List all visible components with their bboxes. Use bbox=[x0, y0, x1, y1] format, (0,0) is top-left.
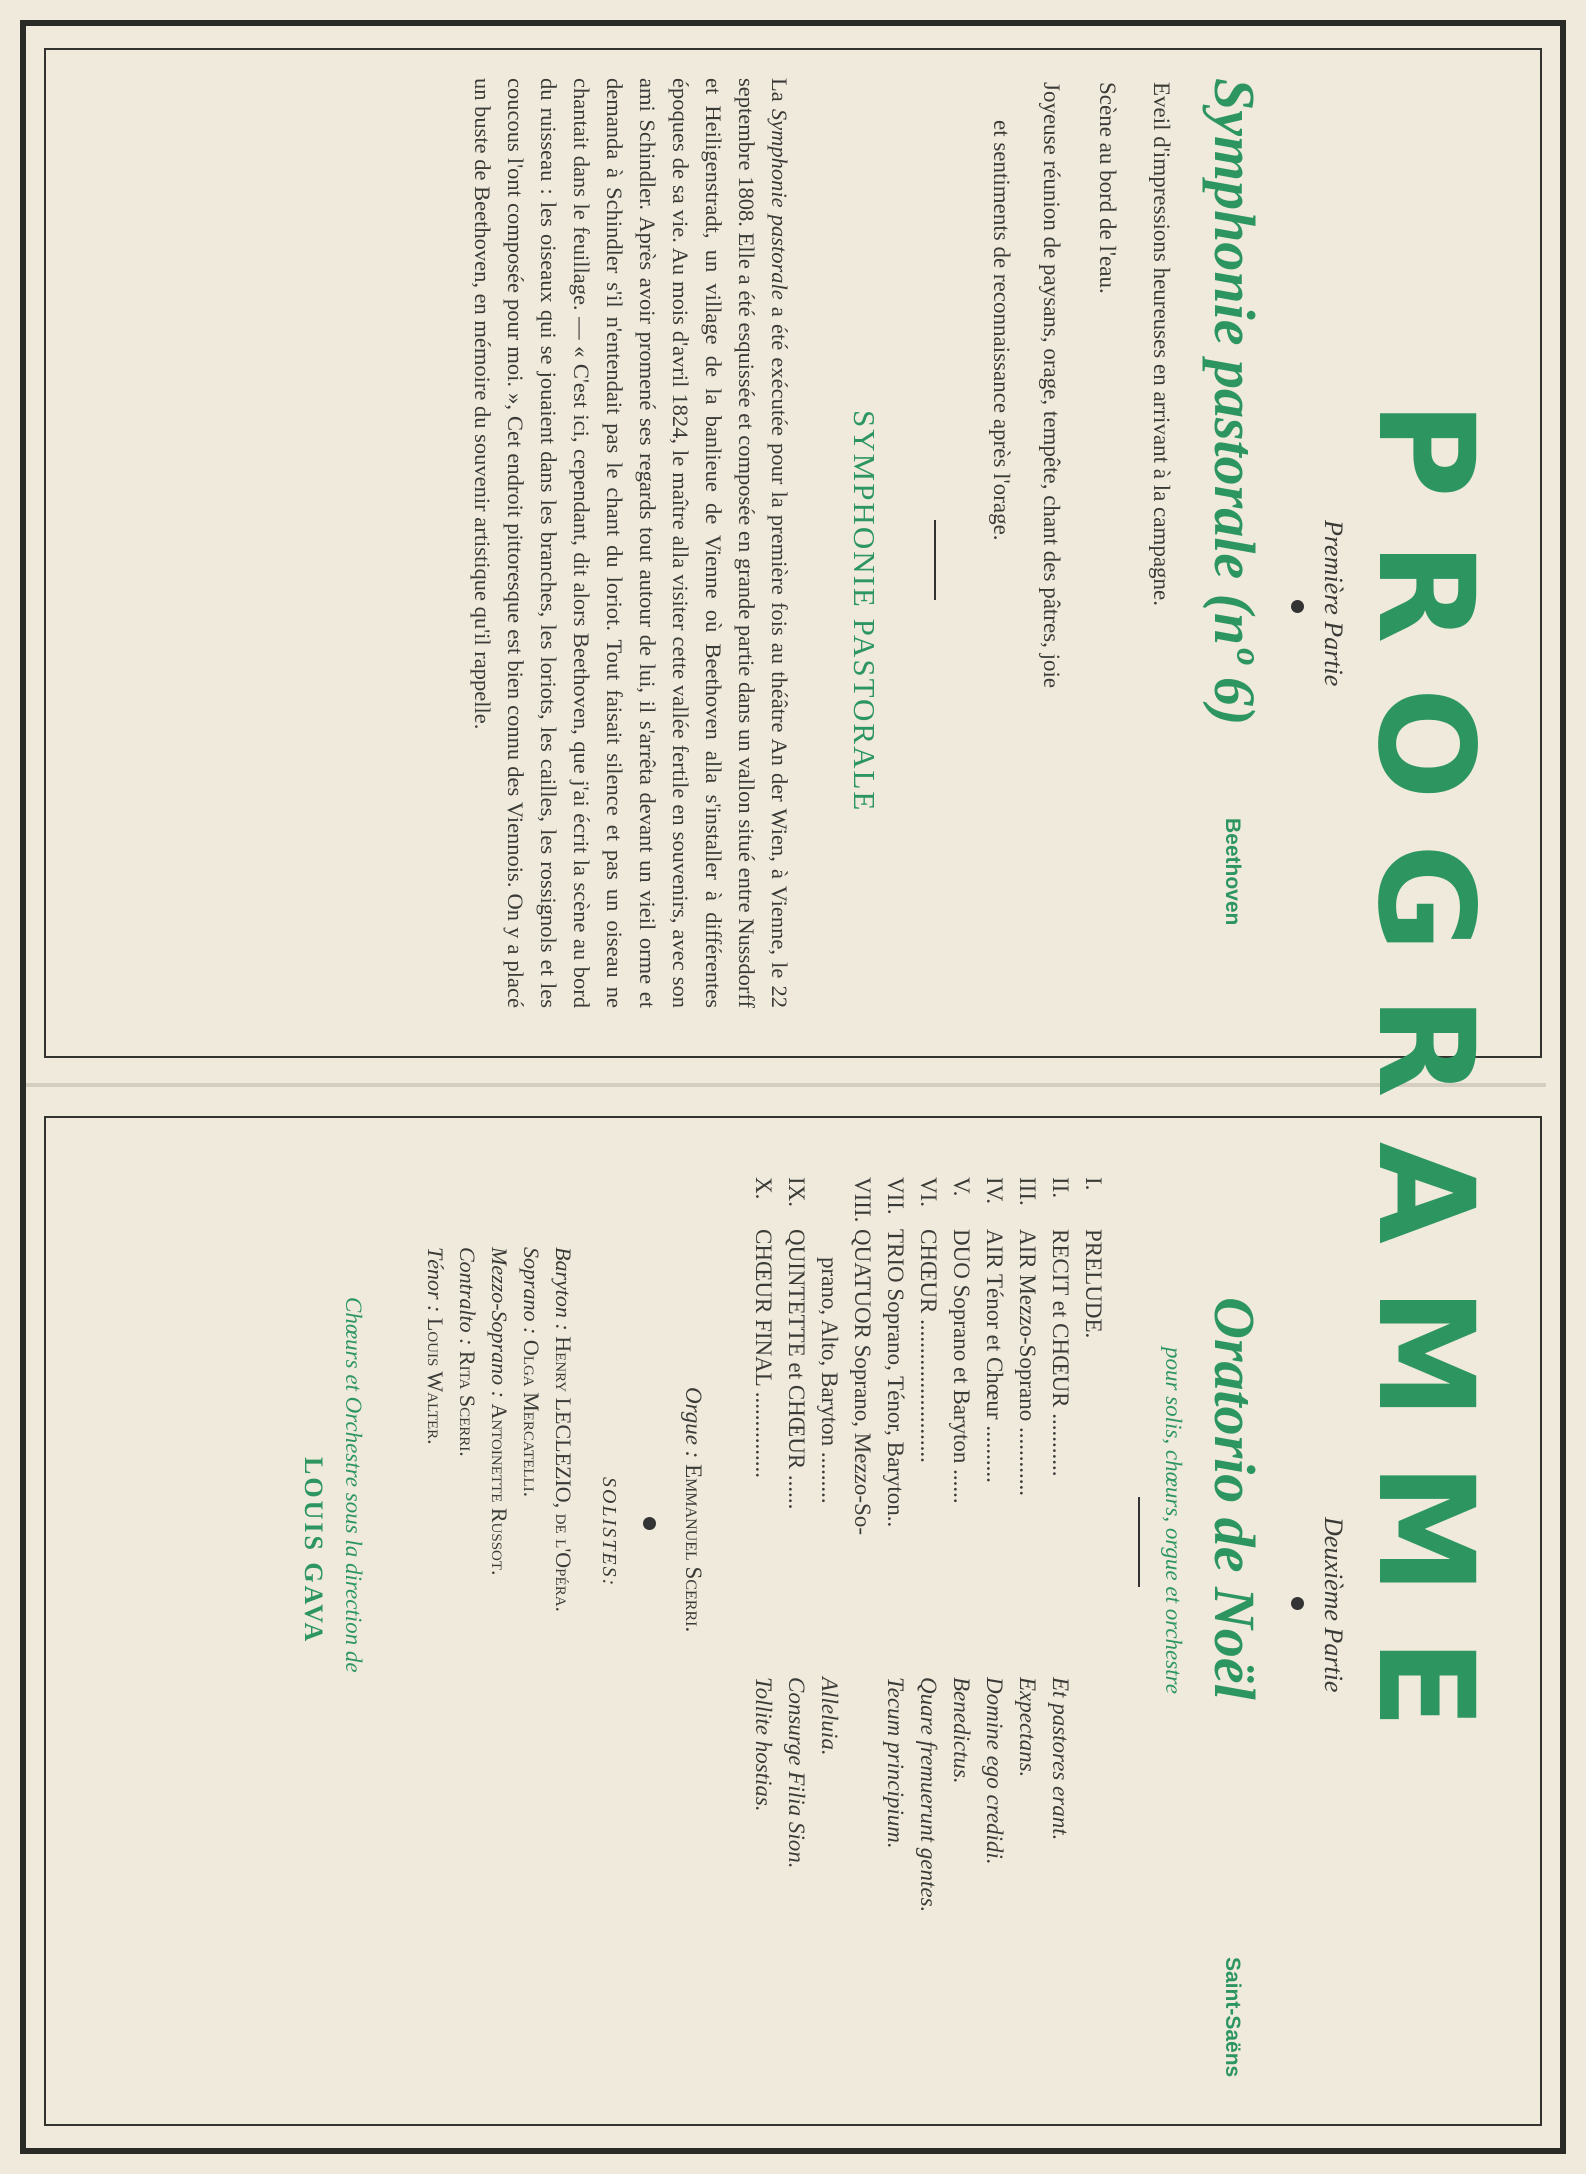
history-paragraph: La Symphonie pastorale a été exécutée pour la première fois au théâtre An der Wien, à Vienne, le 22 septembre 1808. Elle a été esquissée et composée en grande partie dans un vallon situé entre Nussdorff et Heiligenstradt, un village de la banlieue de Vienne où Beethoven alla s'installer à différentes époques de sa vie. Au mois d'avril 1824, le maître alla visiter cette vallée fertile en souvenirs, avec son ami Schindler. Après avoir promené ses regards tout autour de lui, il s'arrêta devant un vieil orme et demanda à Schindler s'il n'entendait pas le chant du loriot. Tout faisait silence et pas un oiseau ne chantait dans le feuillage. — « C'est ici, cependant, dit alors Beethoven, que j'ai écrit la scène au bord du ruisseau : les oiseaux qui se jouaient dans les branches, les loriots, les cailles, les rossignols et les coucous l'ont composée pour moi. », Cet endroit pittoresque est bien connu des Viennois. On y a placé un buste de Beethoven, en mémoire du souvenir artistique qu'il rappelle. bbox=[470, 78, 792, 1009]
work-title: Oratorio de Noël bbox=[1202, 1297, 1267, 1700]
partie-label: Deuxième Partie bbox=[1319, 1517, 1348, 1693]
panel-deuxieme-partie: Deuxième Partie Oratorio de Noël Saint-Saëns pour solis, chœurs, orgue et orchestre I. PRELUDE. II. RECIT et CHŒUR ........... Et pastores erant. III. AIR Mezzo-Soprano ............ Expectans. IV. AIR Ténor et Chœur .......... Domine ego credidi. V. DUO Soprano et Baryton ...... Benedictus. VI. CHŒUR ......................... Quare fremuerunt gentes. VII. TRIO Soprano, Ténor, Baryton.. Tecum principium. VIII. QUATUOR Soprano, Mezzo-So- prano, Alto, Baryton ......... Alleluia. IX. QUINTETTE et CHŒUR ...... Consurge Filia Sion. X. CHŒUR FINAL ............... Tollite hostias. Orgue : Emmanuel Scerri. SOLISTES: Baryton : Henry LECLEZIO, de l'Opéra. Soprano : Olga Mercatelli. Mezzo-Soprano : Antoinette Russot. Contralto : Rita Scerri. Ténor : Louis Walter. Chœurs et Orchestre sous la direction de LOUIS GAVA bbox=[299, 1177, 1348, 2078]
soloist-line: Soprano : Olga Mercatelli. bbox=[519, 1247, 544, 1498]
composer-name: Beethoven bbox=[1221, 818, 1244, 926]
partie-label: Première Partie bbox=[1319, 520, 1348, 687]
movement-line: Scène au bord de l'eau. bbox=[1095, 82, 1120, 294]
soloist-line: Contralto : Rita Scerri. bbox=[455, 1247, 480, 1457]
soloist-line: Baryton : Henry LECLEZIO, de l'Opéra. bbox=[551, 1247, 576, 1613]
italic-title: Symphonie pastorale bbox=[767, 108, 792, 300]
movement-line: Eveil d'impressions heureuses en arrivant à la campagne. bbox=[1149, 82, 1174, 607]
composer-name: Saint-Saëns bbox=[1221, 1957, 1244, 2078]
bullet-dot bbox=[1291, 1597, 1304, 1610]
programme-title: PROGRAMME bbox=[1348, 401, 1502, 1773]
soloist-line: Ténor : Louis Walter. bbox=[423, 1247, 448, 1445]
movement-line: Joyeuse réunion de paysans, orage, tempête, chant des pâtres, joie bbox=[1039, 82, 1064, 689]
bullet-dot bbox=[1291, 600, 1304, 613]
divider-ornament bbox=[934, 520, 936, 600]
soloist-line: Mezzo-Soprano : Antoinette Russot. bbox=[487, 1247, 512, 1576]
soloists-heading: SOLISTES: bbox=[598, 1477, 620, 1588]
section-heading: SYMPHONIE PASTORALE bbox=[847, 410, 882, 813]
work-subtitle: pour solis, chœurs, orgue et orchestre bbox=[1161, 1347, 1186, 1694]
movement-line: et sentiments de reconnaissance après l'orage. bbox=[989, 120, 1014, 541]
organ-credit: Orgue : Emmanuel Scerri. bbox=[681, 1387, 706, 1633]
conductor-name: LOUIS GAVA bbox=[299, 1457, 328, 1645]
work-title: Symphonie pastorale (nº 6) bbox=[1202, 78, 1267, 726]
divider-ornament bbox=[1138, 1497, 1140, 1587]
direction-line: Chœurs et Orchestre sous la direction de bbox=[341, 1297, 366, 1673]
bullet-dot bbox=[643, 1517, 656, 1530]
